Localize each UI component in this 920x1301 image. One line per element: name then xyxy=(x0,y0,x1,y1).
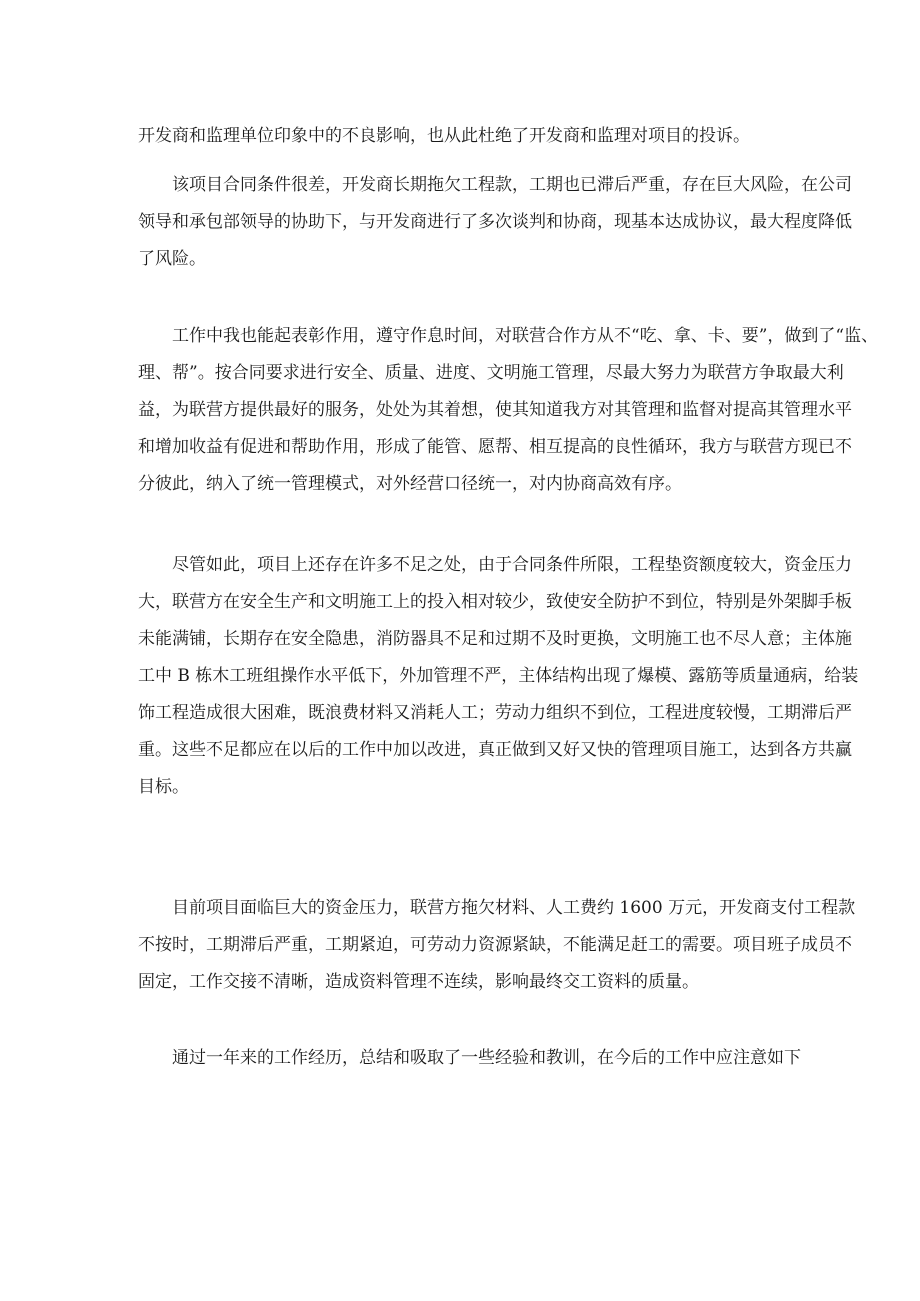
paragraph-line: 通过一年来的工作经历，总结和吸取了一些经验和教训，在今后的工作中应注意如下 xyxy=(172,1048,801,1068)
paragraph-3 xyxy=(138,318,879,503)
paragraph-line: 重。这些不足都应在以后的工作中加以改进，真正做到又好又快的管理项目施工，达到各方共赢 xyxy=(138,740,852,760)
paragraph-line: 领导和承包部领导的协助下，与开发商进行了多次谈判和协商，现基本达成协议，最大程度降低 xyxy=(138,212,852,232)
paragraph-line: 大，联营方在安全生产和文明施工上的投入相对较少，致使安全防护不到位，特别是外架脚手板 xyxy=(138,592,852,612)
paragraph-line: 尽管如此，项目上还存在许多不足之处，由于合同条件所限，工程垫资额度较大，资金压力 xyxy=(172,555,852,575)
paragraph-line: 理、帮”。按合同要求进行安全、质量、进度、文明施工管理，尽最大努力为联营方争取最大利 xyxy=(138,363,844,383)
paragraph-line: 益，为联营方提供最好的服务，处处为其着想，使其知道我方对其管理和监督对提高其管理水平 xyxy=(138,400,852,420)
paragraph-line: 该项目合同条件很差，开发商长期拖欠工程款，工期也已滞后严重，存在巨大风险，在公司 xyxy=(172,175,852,195)
paragraph-line: 不按时，工期滞后严重，工期紧迫，可劳动力资源紧缺，不能满足赶工的需要。项目班子成员不 xyxy=(138,935,852,955)
paragraph-line: 目标。 xyxy=(138,777,189,797)
paragraph-5 xyxy=(138,890,856,1001)
paragraph-4 xyxy=(138,547,859,806)
paragraph-line: 工中 B 栋木工班组操作水平低下，外加管理不严，主体结构出现了爆模、露筋等质量通病，给装 xyxy=(138,666,859,686)
paragraph-1 xyxy=(138,118,798,155)
paragraph-line: 目前项目面临巨大的资金压力，联营方拖欠材料、人工费约 1600 万元，开发商支付工程款 xyxy=(172,898,856,918)
paragraph-line: 和增加收益有促进和帮助作用，形成了能管、愿帮、相互提高的良性循环，我方与联营方现已不 xyxy=(138,437,852,457)
paragraph-6 xyxy=(138,1040,801,1077)
paragraph-line: 了风险。 xyxy=(138,249,206,269)
paragraph-line: 工作中我也能起表彰作用，遵守作息时间，对联营合作方从不“吃、拿、卡、要”，做到了“监、 xyxy=(172,326,879,346)
paragraph-2 xyxy=(138,167,852,278)
paragraph-line: 开发商和监理单位印象中的不良影响，也从此杜绝了开发商和监理对项目的投诉。 xyxy=(138,126,750,146)
paragraph-line: 分彼此，纳入了统一管理模式，对外经营口径统一，对内协商高效有序。 xyxy=(138,474,682,494)
paragraph-line: 固定，工作交接不清晰，造成资料管理不连续，影响最终交工资料的质量。 xyxy=(138,972,699,992)
paragraph-line: 饰工程造成很大困难，既浪费材料又消耗人工；劳动力组织不到位，工程进度较慢，工期滞后严 xyxy=(138,703,852,723)
paragraph-line: 未能满铺，长期存在安全隐患，消防器具不足和过期不及时更换，文明施工也不尽人意；主体施 xyxy=(138,629,852,649)
